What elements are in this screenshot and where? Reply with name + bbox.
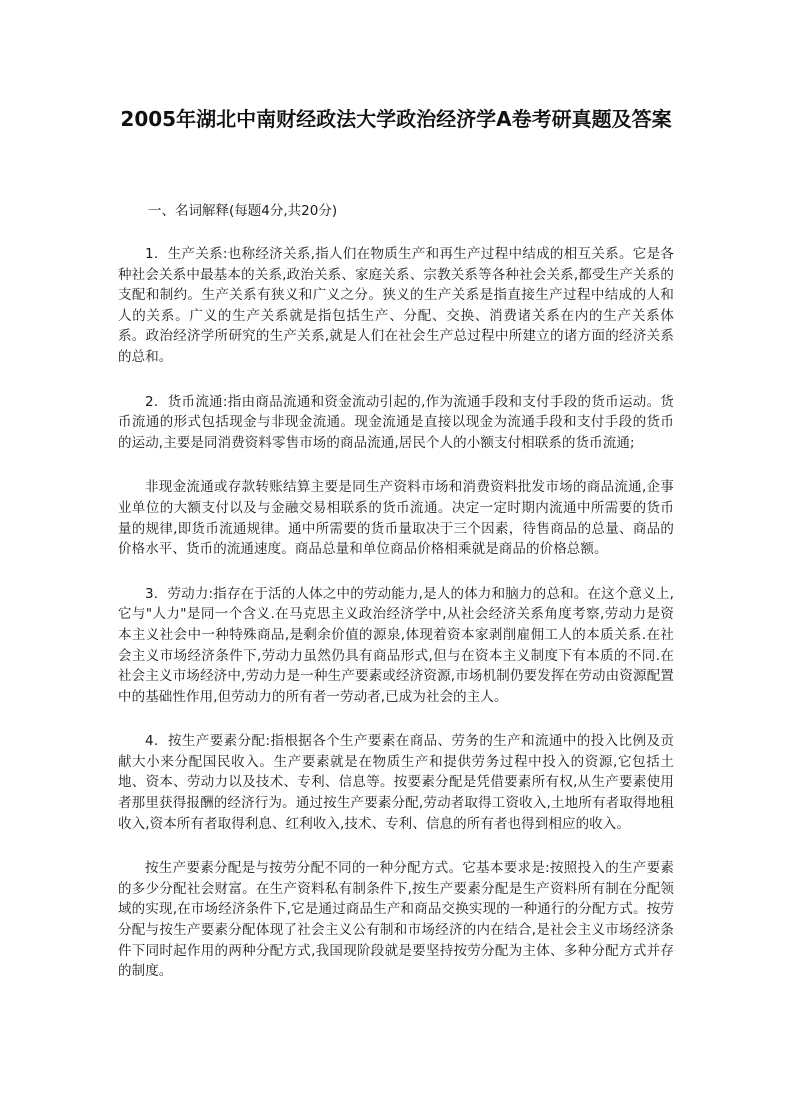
paragraph-distribution-comparison: 按生产要素分配是与按劳分配不同的一种分配方式。它基本要求是:按照投入的生产要素的多少分配社会财富。在生产资料私有制条件下,按生产要素分配是生产资料所有制在分配领域的实现,在市场经济条件下,它是通过商品生产和商品交换实现的一种通行的分配方式。按劳分配与按生产要素分配体现了社会主义公有制和市场经济的内在结合,是社会主义市场经济条件下同时起作用的两种分配方式,我国现阶段就是要坚持按劳分配为主体、多种分配方式并存的制度。	[118, 860, 674, 980]
paragraph-distribution-by-factors: 4．按生产要素分配:指根据各个生产要素在商品、劳务的生产和流通中的投入比例及贡献大小来分配国民收入。生产要素就是在物质生产和提供劳务过程中投入的资源,它包括土地、资本、劳动力以及技术、专利、信息等。按要素分配是凭借要素所有权,从生产要素使用者那里获得报酬的经济行为。通过按生产要素分配,劳动者取得工资收入,土地所有者取得地租收入,资本所有者取得利息、红利收入,技术、专利、信息的所有者也得到相应的收入。	[118, 733, 674, 832]
document-title: 2005年湖北中南财经政法大学政治经济学A卷考研真题及答案	[120, 107, 672, 131]
paragraph-non-cash-circulation: 非现金流通或存款转账结算主要是同生产资料市场和消费资料批发市场的商品流通,企事业单位的大额支付以及与金融交易相联系的货币流通。决定一定时期内流通中所需要的货币量的规律,即货币流通规律。通中所需要的货币量取决于三个因素，待售商品的总量、商品的价格水平、货币的流通速度。商品总量和单位商品价格相乘就是商品的价格总额。	[118, 479, 674, 558]
section-heading: 一、名词解释(每题4分,共20分)	[148, 203, 338, 219]
paragraph-production-relations: 1．生产关系:也称经济关系,指人们在物质生产和再生产过程中结成的相互关系。它是各种社会关系中最基本的关系,政治关系、家庭关系、宗教关系等各种社会关系,都受生产关系的支配和制约。生产关系有狭义和广义之分。狭义的生产关系是指直接生产过程中结成的人和人的关系。广义的生产关系就是指包括生产、分配、交换、消费诸关系在内的生产关系体系。政治经济学所研究的生产关系,就是人们在社会生产总过程中所建立的诸方面的经济关系的总和。	[118, 246, 674, 365]
paragraph-currency-circulation: 2．货币流通:指由商品流通和资金流动引起的,作为流通手段和支付手段的货币运动。货币流通的形式包括现金与非现金流通。现金流通是直接以现金为流通手段和支付手段的货币的运动,主要是同消费资料零售市场的商品流通,居民个人的小额支付相联系的货币流通;	[118, 393, 674, 451]
paragraph-labor-power: 3．劳动力:指存在于活的人体之中的劳动能力,是人的体力和脑力的总和。在这个意义上,它与"人力"是同一个含义.在马克思主义政治经济学中,从社会经济关系角度考察,劳动力是资本主义社会中一种特殊商品,是剩余价值的源泉,体现着资本家剥削雇佣工人的本质关系.在社会主义市场经济条件下,劳动力虽然仍具有商品形式,但与在资本主义制度下有本质的不同.在社会主义市场经济中,劳动力是一种生产要素或经济资源,市场机制仍要发挥在劳动由资源配置中的基础性作用,但劳动力的所有者一劳动者,已成为社会的主人。	[118, 585, 674, 705]
document-body	[118, 244, 674, 1006]
